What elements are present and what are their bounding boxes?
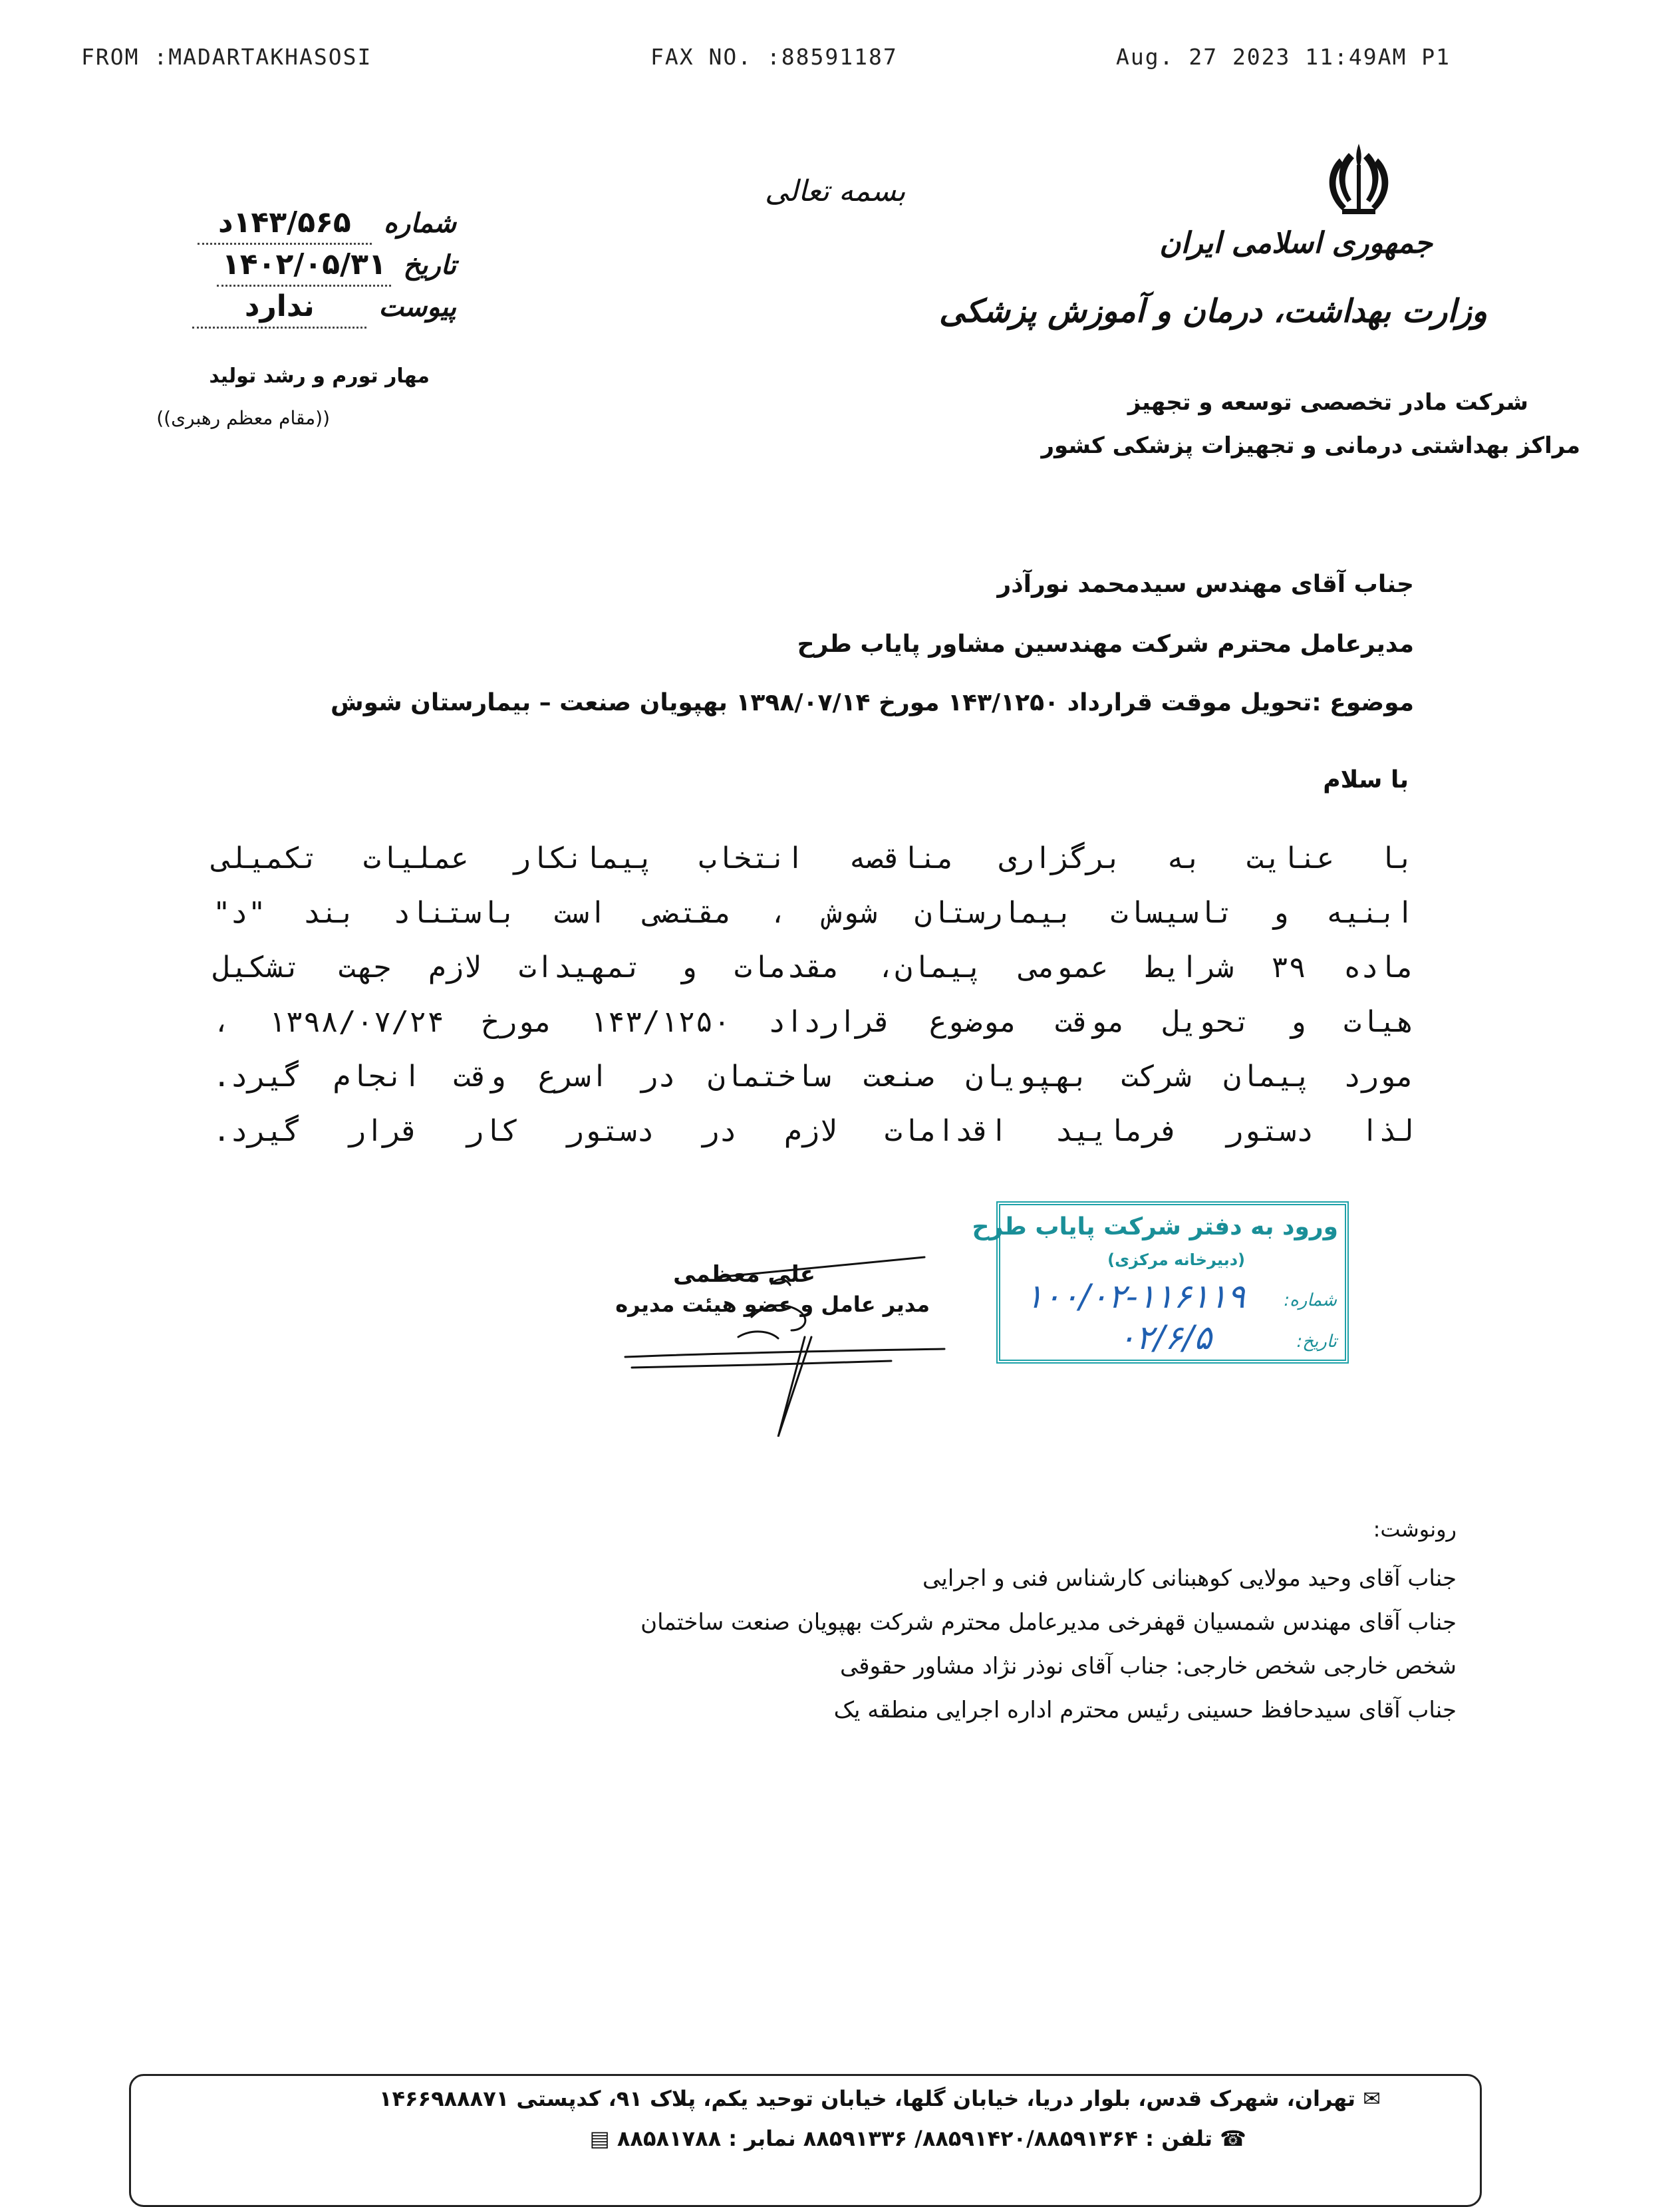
body-line: ماده ۳۹ شرایط عمومی پیمان، مقدمات و تمهیدات لازم جهت تشکیل: [213, 951, 1415, 984]
body-line: لذا دستور فرمایید اقدامات لازم در دستور کار قرار گیرد.: [213, 1114, 1414, 1148]
body-line: با عنایت به برگزاری مناقصه انتخاب پیمانکار عملیات تکمیلی: [213, 841, 1414, 875]
cc-item: جناب آقای مهندس شمسیان قهفرخی مدیرعامل محترم شرکت بهپویان صنعت ساختمان: [640, 1609, 1457, 1636]
body-line: مورد پیمان شرکت بهپویان صنعت ساختمان در اسرع وقت انجام گیرد.: [213, 1060, 1414, 1094]
letter-date-label: تاریخ: [403, 250, 456, 281]
stamp-date-label: تاریخ:: [1296, 1332, 1337, 1352]
cc-title: رونوشت:: [1373, 1517, 1457, 1542]
cc-item: جناب آقای وحید مولایی کوهبنانی کارشناس فنی و اجرایی: [922, 1565, 1457, 1592]
cc-list: [640, 1556, 1457, 1732]
letter-date-value: ۱۴۰۲/۰۵/۳۱: [217, 245, 391, 287]
letter-number-row: [177, 203, 456, 245]
phone-icon: ☎: [1220, 2126, 1246, 2151]
fax-icon: ▤: [589, 2126, 610, 2151]
stamp-subtitle: (دبیرخانه مرکزی): [1107, 1251, 1245, 1269]
fax-number-line: FAX NO. :88591187: [650, 44, 898, 70]
iran-emblem-icon: [1322, 138, 1395, 217]
stamp-title: ورود به دفتر شرکت پایاب طرح: [972, 1213, 1338, 1241]
fax-from-line: FROM :MADARTAKHASOSI: [81, 44, 372, 70]
republic-title: جمهوری اسلامی ایران: [1159, 226, 1433, 260]
letter-attachment-label: پیوست: [378, 292, 456, 323]
letter-attachment-row: [177, 287, 456, 329]
letter-number-value: ۱۴۳/۵۶۵د: [198, 203, 372, 245]
cc-item: شخص خارجی شخص خارجی: جناب آقای نوذر نژاد مشاور حقوقی: [839, 1653, 1457, 1680]
company-name-line2: مراکز بهداشتی درمانی و تجهیزات پزشکی کشور: [1041, 432, 1580, 459]
receipt-stamp: [972, 1201, 1349, 1364]
greeting: با سلام: [1323, 766, 1409, 794]
letter-subject: موضوع :تحویل موقت قرارداد ۱۴۳/۱۲۵۰ مورخ ۱۳۹۸/۰۷/۱۴ بهپویان صنعت – بیمارستان شوش: [330, 689, 1414, 716]
addressee-name: جناب آقای مهندس سیدمحمد نورآذر: [997, 571, 1414, 598]
fax-datetime-line: Aug. 27 2023 11:49AM P1: [1116, 44, 1451, 70]
signer-title: مدیر عامل و عضو هیئت مدیره: [615, 1292, 930, 1317]
signer-name: علی معظمی: [673, 1261, 815, 1288]
footer-phone-line: [590, 2126, 1247, 2151]
besmellah-heading: بسمه تعالی: [765, 174, 906, 208]
cc-item: جناب آقای سیدحافظ حسینی رئیس محترم اداره اجرایی منطقه یک: [833, 1697, 1457, 1723]
letter-number-label: شماره: [383, 208, 456, 239]
footer-address: تهران، شهرک قدس، بلوار دریا، خیابان گلها، خیابان توحید یکم، پلاک ۹۱، کدپستی ۱۴۶۶۹۸۸۸۷۱: [378, 2086, 1356, 2111]
stamp-number-value: ۱۰۰/۰۲-۱۱۶۱۱۹: [1025, 1277, 1245, 1316]
body-line: هیات و تحویل موقت موضوع قرارداد ۱۴۳/۱۲۵۰ مورخ ۱۳۹۸/۰۷/۲۴ ،: [213, 1005, 1414, 1039]
stamp-number-label: شماره:: [1284, 1290, 1337, 1310]
letter-attachment-value: ندارد: [192, 287, 366, 329]
footer-phone: تلفن : ۸۸۵۹۱۴۲۰/۸۸۵۹۱۳۶۴/ ۸۸۵۹۱۳۳۶ نمابر : ۸۸۵۸۱۷۸۸: [617, 2126, 1212, 2151]
envelope-icon: ✉: [1363, 2086, 1381, 2111]
company-name-line1: شرکت مادر تخصصی توسعه و تجهیز: [1127, 389, 1528, 416]
stamp-date-value: ۰۲/۶/۵: [1117, 1318, 1212, 1357]
slogan-attribution: ((مقام معظم رهبری)): [156, 407, 330, 429]
footer-address-line: [379, 2086, 1381, 2111]
ministry-title: وزارت بهداشت، درمان و آموزش پزشکی: [939, 293, 1487, 330]
body-line: ابنیه و تاسیسات بیمارستان شوش ، مقتضی است باستناد بند "د": [213, 896, 1414, 930]
letter-meta: [177, 203, 456, 329]
letter-date-row: [177, 245, 456, 287]
letter-body: [213, 831, 1414, 1159]
addressee-title: مدیرعامل محترم شرکت مهندسین مشاور پایاب طرح: [797, 631, 1414, 658]
year-slogan: مهار تورم و رشد تولید: [209, 365, 430, 388]
